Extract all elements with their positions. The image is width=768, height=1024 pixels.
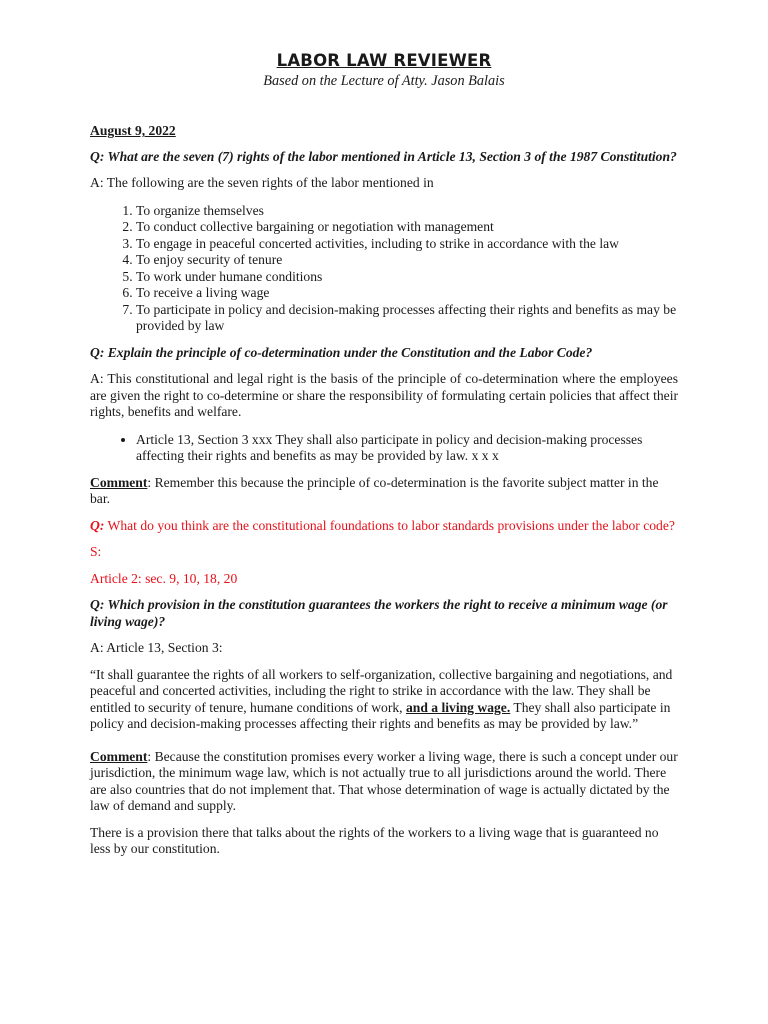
question-3-text: What do you think are the constitutional foundations to labor standards provisions under the labor code? <box>104 517 675 533</box>
comment-text: : Remember this because the principle of co-determination is the favorite subject matter in the bar. <box>90 474 659 506</box>
list-item: • Article 13, Section 3 xxx They shall also participate in policy and decision-making processes affecting their rights and benefits as may be provided by law. x x x <box>136 432 678 465</box>
answer-4-intro: A: Article 13, Section 3: <box>90 640 223 655</box>
closing-paragraph: There is a provision there that talks about the rights of the workers to a living wage that is guaranteed no less by our constitution. <box>90 824 659 856</box>
comment-2 <box>90 475 678 508</box>
list-item: 7. To participate in policy and decision-making processes affecting their rights and benefits as may be provided by law <box>136 302 678 335</box>
question-4: Q: Which provision in the constitution guarantees the workers the right to receive a minimum wage (or living wage)? <box>90 597 668 629</box>
question-1: Q: What are the seven (7) rights of the labor mentioned in Article 13, Section 3 of the 1987 Constitution? <box>90 148 677 164</box>
comment-label: Comment <box>90 474 148 490</box>
question-2: Q: Explain the principle of co-determination under the Constitution and the Labor Code? <box>90 344 593 360</box>
quote-part-1: “It shall guarantee the rights of all workers to self-organization, collective bargaining and negotiations, and peaceful and concerted activities, including the right to strike in accordance with the law. They shall be entitled to security of tenure, humane conditions of work, <box>90 666 673 715</box>
rights-list <box>90 203 678 335</box>
comment-label: Comment <box>90 748 148 764</box>
list-item: 6. To receive a living wage <box>136 285 678 302</box>
answer-3: Article 2: sec. 9, 10, 18, 20 <box>90 570 238 586</box>
answer-2: A: This constitutional and legal right is the basis of the principle of co-determination where the employees are given the right to co-determine or share the responsibility of formulating certain policies that affect their rights, benefits and welfare. <box>90 371 678 419</box>
lecture-date: August 9, 2022 <box>90 123 176 138</box>
comment-text: : Because the constitution promises every worker a living wage, there is such a concept under our jurisdiction, the minimum wage law, which is not actually true to all jurisdictions around the world. There are also countries that do not implement that. That whose determination of wage is actually dictated by the law of demand and supply. <box>90 748 678 813</box>
list-item: 3. To engage in peaceful concerted activities, including to strike in accordance with the law <box>136 236 678 253</box>
question-3-label: Q: <box>90 517 105 533</box>
s-label: S: <box>90 544 102 559</box>
list-item: 5. To work under humane conditions <box>136 269 678 286</box>
quote-emphasis: and a living wage. <box>405 699 511 715</box>
document-subtitle: Based on the Lecture of Atty. Jason Balais <box>263 73 505 89</box>
answer-1-intro: A: The following are the seven rights of the labor mentioned in <box>90 175 434 190</box>
list-item: 2. To conduct collective bargaining or negotiation with management <box>136 219 678 236</box>
list-item: 1. To organize themselves <box>136 203 678 220</box>
document-title: LABOR LAW REVIEWER <box>276 51 492 70</box>
bullet-list <box>90 432 678 465</box>
quote-part-2: They shall also participate in policy and decision-making processes affecting their rights and benefits as may be provided by law.” <box>90 699 671 731</box>
comment-4 <box>90 749 678 815</box>
list-item: 4. To enjoy security of tenure <box>136 252 678 269</box>
question-3 <box>90 518 678 535</box>
constitution-quote <box>90 667 678 733</box>
